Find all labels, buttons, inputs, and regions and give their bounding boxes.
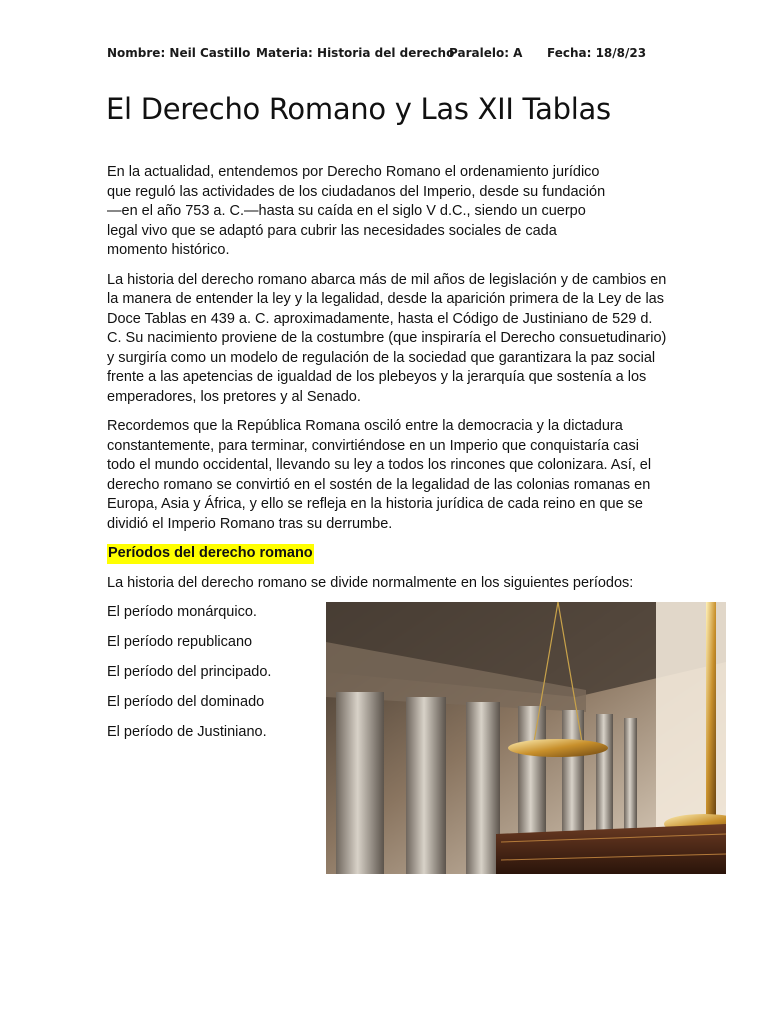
paragraph: En la actualidad, entendemos por Derecho Romano el ordenamiento jurídico que reguló las actividades de los ciudadanos del Imperio, desde su fundación—en el año 753 a. C.—hasta su caída en el siglo V d.C., siendo un cuerpo legal vivo que se adaptó para cubrir las necesidades sociales de cada momento histórico. [107,164,606,258]
section-intro: La historia del derecho romano se divide normalmente en los siguientes períodos: [107,574,634,591]
period-item: El período del dominado [107,694,265,710]
subject: Materia: Historia del derecho [256,46,455,60]
period-item: El período del principado. [107,664,272,680]
period-item: El período de Justiniano. [107,724,267,740]
section-heading: Períodos del derecho romano [107,544,314,564]
paragraph: La historia del derecho romano abarca más de mil años de legislación y de cambios en la manera de entender la ley y la legalidad, desde la aparición primera de la Ley de las Doce Tablas en 439 a. C. aproximadamente, hasta el Código de Justiniano de 529 d. C. Su nacimiento proviene de la costumbre (que inspiraría el Derecho consuetudinario) y surgiría como un modelo de regulación de la sociedad que garantizara la paz social frente a las apetencias de igualdad de los plebeyos y la jerarquía que sostenía a los emperadores, los pretores y al Senado. [107,271,667,405]
document-title: El Derecho Romano y Las XII Tablas [106,92,611,126]
paragraph: Recordemos que la República Romana osciló entre la democracia y la dictadura constantemente, para terminar, convirtiéndose en un Imperio que conquistaría casi todo el mundo occidental, llevando su ley a todos los rincones que colonizara. Así, el derecho romano se convirtió en el sostén de la legalidad de las colonias romanas en Europa, Asia y África, y ello se refleja en la historia jurídica de cada reino en que se dividió el Imperio Romano tras su derrumbe. [107,418,652,532]
class-section: Paralelo: A [449,46,523,60]
student-name: Nombre: Neil Castillo [107,46,251,60]
date: Fecha: 18/8/23 [547,46,647,60]
period-item: El período republicano [107,634,253,650]
courthouse-scale-image [326,602,726,874]
period-item: El período monárquico. [107,604,257,620]
